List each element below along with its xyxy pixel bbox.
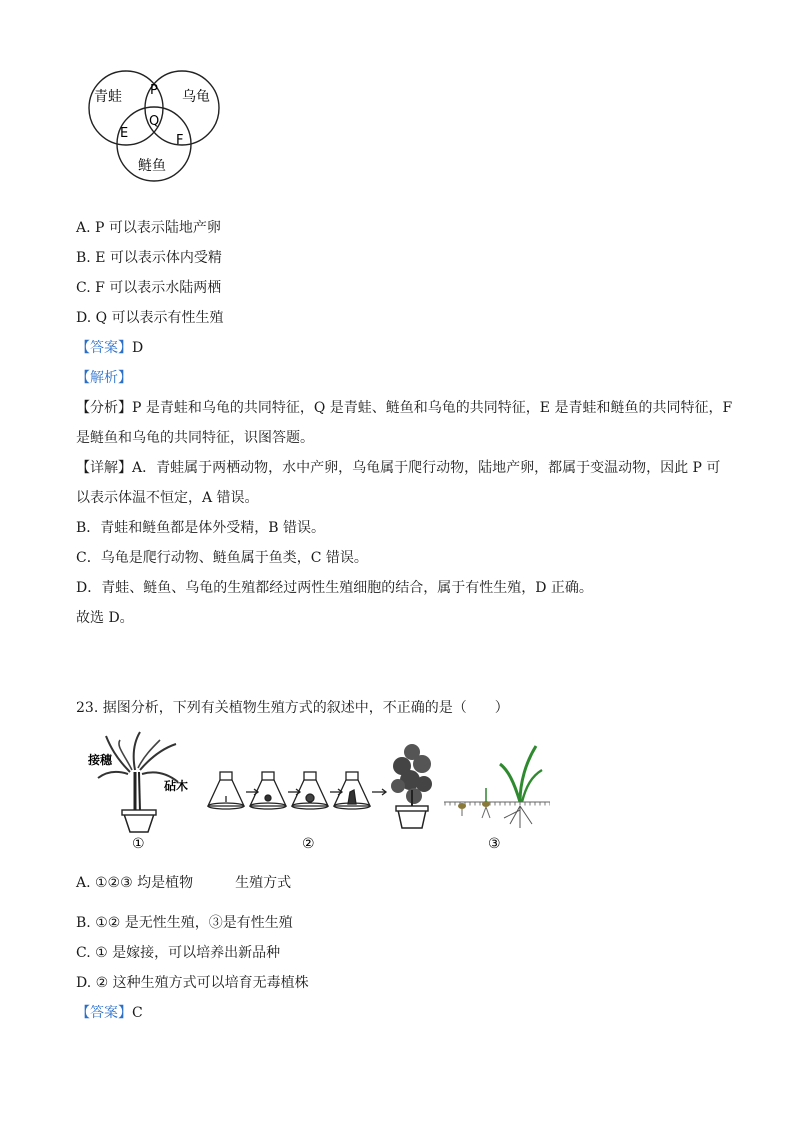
detail-line-1 — [76, 459, 720, 477]
detail-text-1: A．青蛙属于两栖动物，水中产卵，乌龟属于爬行动物，陆地产卵，都属于变温动物，因此 P 可 — [132, 460, 721, 476]
scion-label: 接穗 — [88, 753, 113, 767]
venn-frog-label: 青蛙 — [94, 89, 122, 105]
q22-option-b: B. E 可以表示体内受精 — [76, 250, 222, 266]
venn-e-label: E — [120, 126, 129, 141]
venn-p-label: P — [150, 83, 158, 98]
detail-b: B．青蛙和鲢鱼都是体外受精，B 错误。 — [76, 520, 326, 536]
conclusion: 故选 D。 — [76, 610, 134, 626]
q23-answer-tag: 【答案】 — [76, 1005, 132, 1021]
potted-plant-illustration — [391, 744, 432, 828]
fenxi-line-2: 是鲢鱼和乌龟的共同特征，识图答题。 — [76, 430, 314, 446]
fenxi-line-1 — [76, 399, 732, 417]
q22-option-d: D. Q 可以表示有性生殖 — [76, 310, 224, 326]
answer-value: D — [132, 340, 144, 356]
venn-q-label: Q — [149, 114, 160, 129]
detail-line-2: 以表示体温不恒定，A 错误。 — [76, 490, 259, 506]
fenxi-tag: 【分析】 — [76, 400, 132, 416]
seed-germination-illustration — [444, 746, 550, 828]
q23-answer-value: C — [132, 1005, 143, 1021]
venn-carp-label: 鲢鱼 — [138, 158, 166, 174]
q23-option-d: D. ② 这种生殖方式可以培育无毒植株 — [76, 975, 309, 991]
detail-tag: 【详解】 — [76, 460, 132, 476]
reproduction-figure — [80, 730, 550, 855]
figure-number-1: ① — [132, 836, 145, 852]
q23-answer — [76, 1004, 143, 1022]
tissue-culture-illustration — [208, 772, 386, 809]
q23-question: 23. 据图分析，下列有关植物生殖方式的叙述中，不正确的是（ ） — [76, 700, 509, 716]
answer-tag: 【答案】 — [76, 340, 132, 356]
detail-d: D．青蛙、鲢鱼、乌龟的生殖都经过两性生殖细胞的结合，属于有性生殖，D 正确。 — [76, 580, 593, 596]
q23-option-c: C. ① 是嫁接，可以培养出新品种 — [76, 945, 281, 961]
q23-option-b: B. ①② 是无性生殖，③是有性生殖 — [76, 915, 293, 931]
venn-diagram — [80, 62, 230, 192]
q22-option-a: A. P 可以表示陆地产卵 — [76, 220, 221, 236]
fenxi-text-1: P 是青蛙和乌龟的共同特征，Q 是青蛙、鲢鱼和乌龟的共同特征，E 是青蛙和鲢鱼的共同特征，F — [132, 400, 733, 416]
detail-c: C．乌龟是爬行动物、鲢鱼属于鱼类，C 错误。 — [76, 550, 368, 566]
q23-option-a: A. ①②③ 均是植物 生殖方式 — [76, 875, 292, 891]
figure-number-3: ③ — [488, 836, 501, 852]
venn-f-label: F — [176, 133, 184, 148]
venn-turtle-label: 乌龟 — [182, 89, 210, 105]
rootstock-label: 砧木 — [164, 779, 189, 793]
figure-number-2: ② — [302, 836, 315, 852]
q22-answer — [76, 339, 143, 357]
q22-option-c: C. F 可以表示水陆两栖 — [76, 280, 222, 296]
analysis-tag: 【解析】 — [76, 370, 132, 386]
